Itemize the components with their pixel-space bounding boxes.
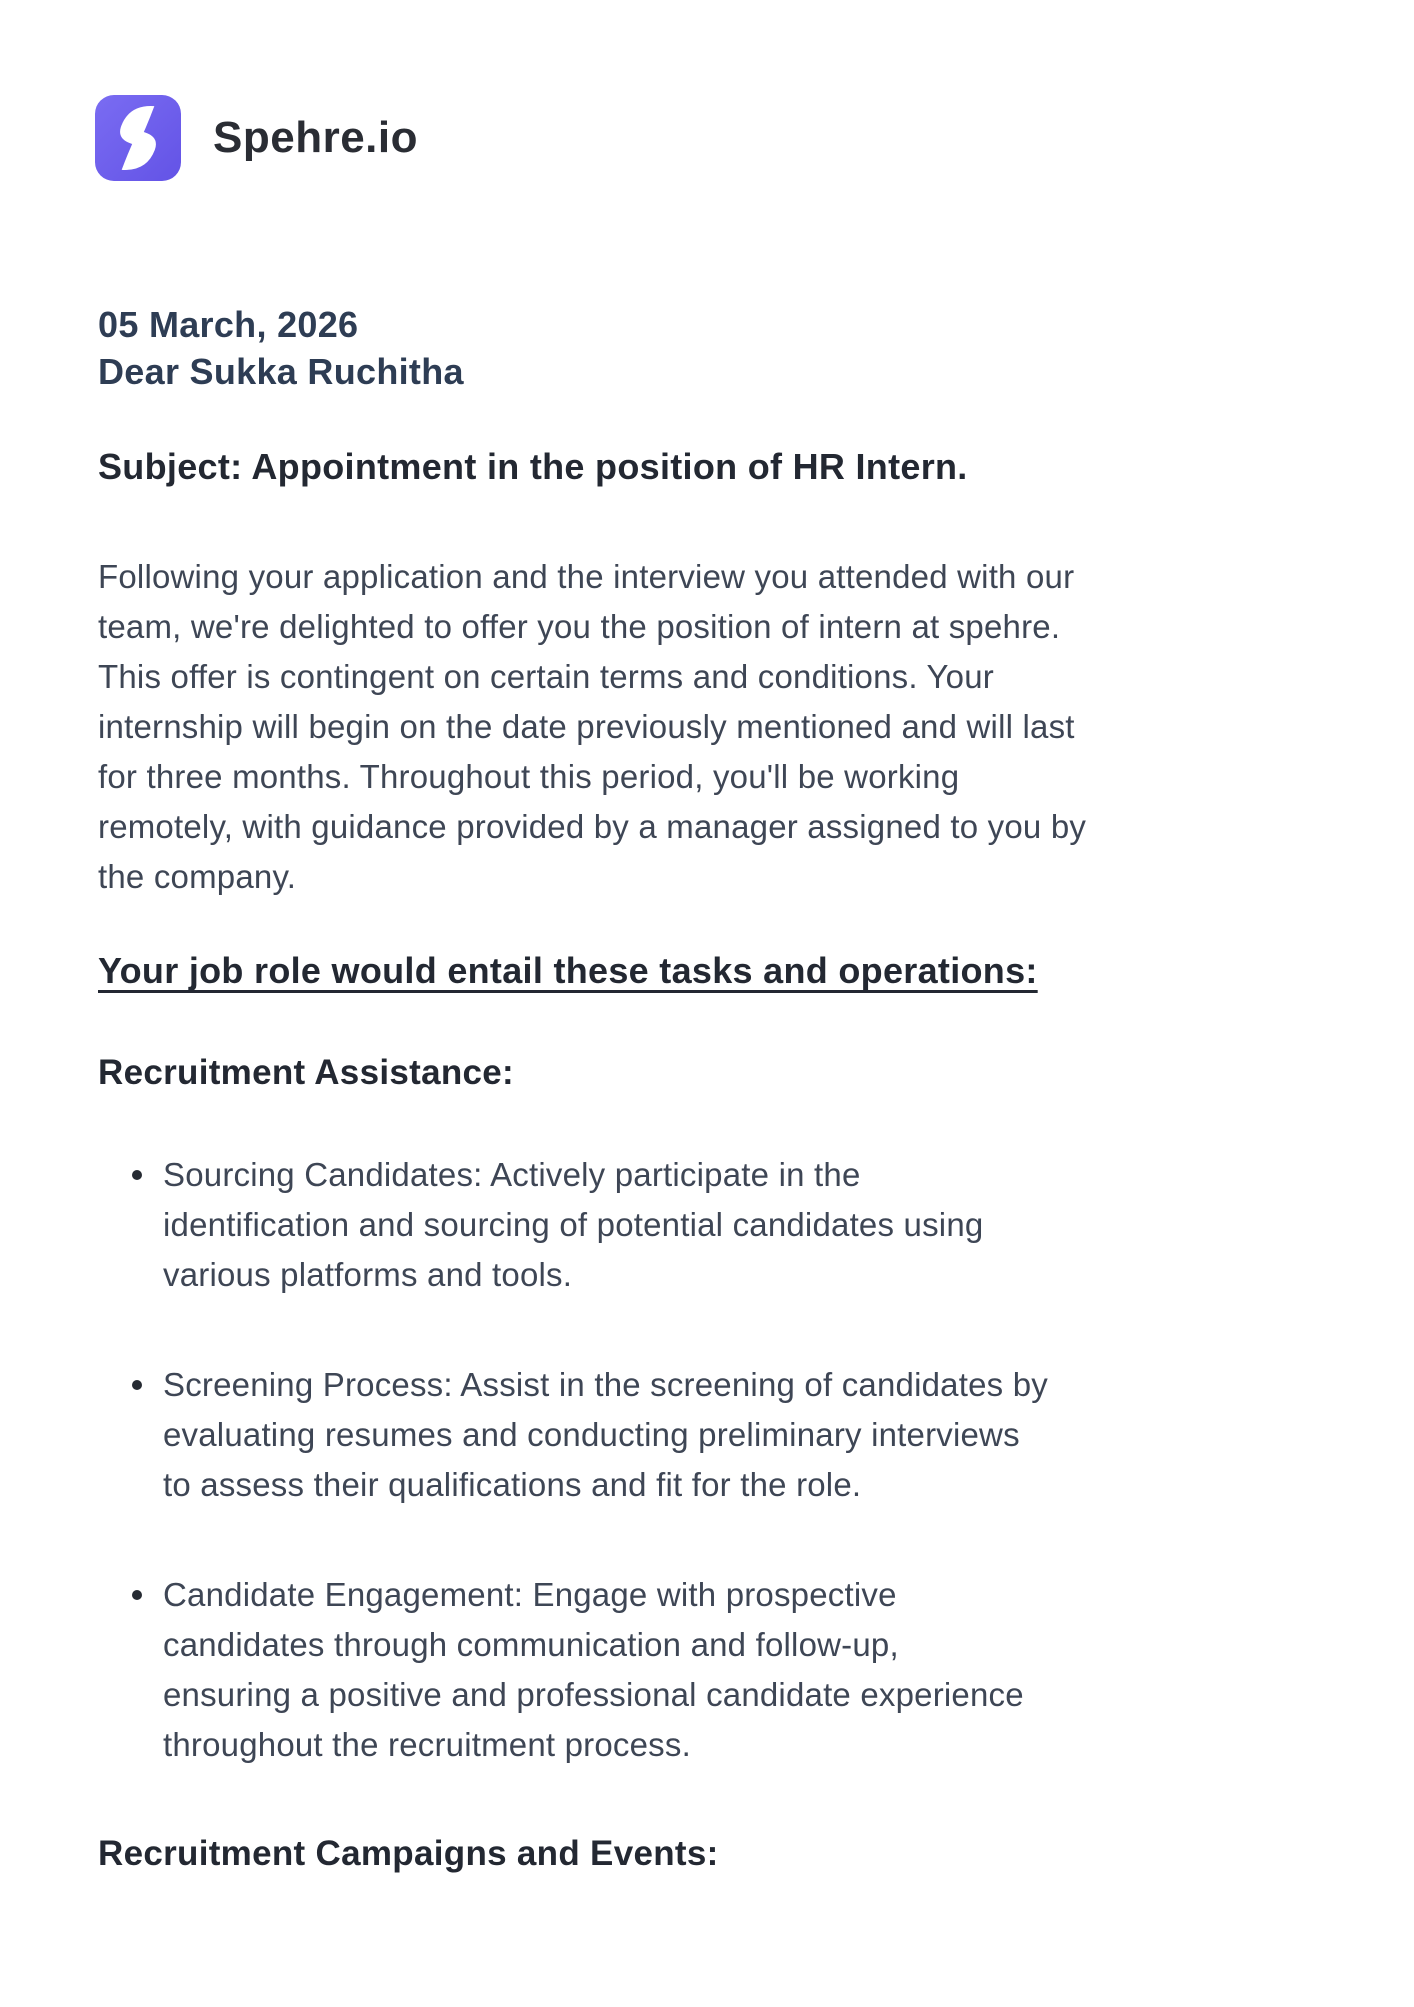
recruitment-assistance-heading: Recruitment Assistance: xyxy=(98,1053,515,1092)
task-list xyxy=(98,1150,1322,1770)
brand-header xyxy=(95,95,1322,181)
intro-paragraph: Following your application and the interview you attended with our team, we're delighted to offer you the position of intern at spehre. This offer is contingent on certain terms and conditions. Your internship will begin on the date previously mentioned and will last for three months. Throughout this period, you'll be working remotely, with guidance provided by a manager assigned to you by the company. xyxy=(98,558,1087,895)
list-item-screening-process: Screening Process: Assist in the screening of candidates by evaluating resumes and conducting preliminary interviews to assess their qualifications and fit for the role. xyxy=(163,1360,1322,1510)
subject-line: Subject: Appointment in the position of HR Intern. xyxy=(98,446,968,487)
letter-date: 05 March, 2026 xyxy=(98,304,359,345)
brand-wordmark: Spehre.io xyxy=(213,113,418,162)
letter-body xyxy=(95,301,1322,2007)
bottom-whitespace xyxy=(98,1877,1322,2007)
job-role-section-heading: Your job role would entail these tasks and operations: xyxy=(98,950,1038,991)
spehre-s-bolt-icon xyxy=(95,95,181,181)
letter-greeting: Dear Sukka Ruchitha xyxy=(98,351,464,392)
list-item-sourcing-candidates: Sourcing Candidates: Actively participate in the identification and sourcing of potential candidates using various platforms and tools. xyxy=(163,1150,1322,1300)
list-item-candidate-engagement: Candidate Engagement: Engage with prospective candidates through communication and follow-up, ensuring a positive and professional candidate experience throughout the recruitment process. xyxy=(163,1570,1322,1770)
date-and-greeting xyxy=(98,301,1322,395)
recruitment-campaigns-heading: Recruitment Campaigns and Events: xyxy=(98,1834,719,1873)
